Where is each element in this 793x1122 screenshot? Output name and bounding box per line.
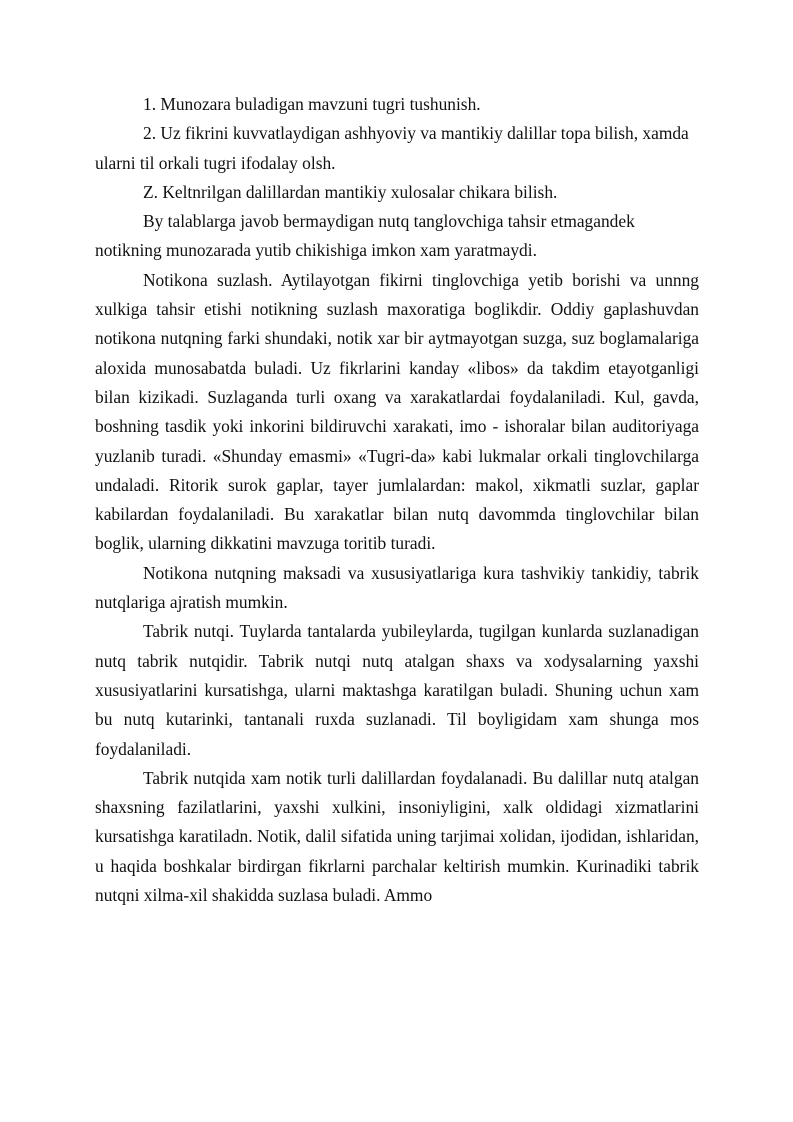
paragraph-requirement-2: 2. Uz fikrini kuvvatlaydigan ashhyoviy va mantikiy dalillar topa bilish, xamda ularni til orkali tugri ifodalay olsh. [95, 123, 689, 173]
paragraph-requirements-summary: By talablarga javob bermaydigan nutq tanglovchiga tahsir etmagandek notikning munozarada yutib chikishiga imkon xam yaratmaydi. [95, 211, 635, 261]
document-body [95, 90, 699, 910]
paragraph-congratulatory-evidence: Tabrik nutqida xam notik turli dalillardan foydalanadi. Bu dalillar nutq atalgan shaxsning fazilatlarini, yaxshi xulkini, insoniyligini, xalk oldidagi xizmatlarini kursatishga karatiladn. Notik, dalil sifatida uning tarjimai xolidan, ijodidan, ishlaridan, u haqida boshkalar birdirgan fikrlarni parchalar keltirish mumkin. Kurinadiki tabrik nutqni xilma-xil shakidda suzlasa buladi. Ammo [95, 767, 699, 906]
paragraph-requirement-1: 1. Munozara buladigan mavzuni tugri tushunish. [143, 94, 481, 114]
paragraph-requirement-3: Z. Keltnrilgan dalillardan mantikiy xulosalar chikara bilish. [143, 181, 558, 202]
paragraph-congratulatory-speech: Tabrik nutqi. Tuylarda tantalarda yubileylarda, tugilgan kunlarda suzlanadigan nutq tabrik nutqidir. Tabrik nutqi nutq atalgan shaxs va xodysalarning yaxshi xususiyatlarini kursatishga, ularni maktashga karatilgan buladi. Shuning uchun xam bu nutq kutarinki, tantanali ruxda suzlanadi. Til boyligidam xam shunga mos foydalaniladi. [95, 621, 699, 759]
paragraph-speech-types: Notikona nutqning maksadi va xususiyatlariga kura tashvikiy tankidiy, tabrik nutqlariga ajratish mumkin. [95, 562, 699, 613]
paragraph-oratorical-speaking: Notikona suzlash. Aytilayotgan fikirni tinglovchiga yetib borishi va unnng xulkiga tahsir etishi notikning suzlash maxoratiga boglikdir. Oddiy gaplashuvdan notikona nutqning farki shundaki, notik xar bir aytmayotgan suzga, suz boglamalariga aloxida munosabatda buladi. Uz fikrlarini kanday «libos» da takdim etayotganligi bilan kizikadi. Suzlaganda turli oxang va xarakatlardai foydalaniladi. Kul, gavda, boshning tasdik yoki inkorini bildiruvchi xarakati, imo - ishoralar bilan auditoriyaga yuzlanib turadi. «Shunday emasmi» «Tugri-da» kabi lukmalar orkali tinglovchilarga undaladi. Ritorik surok gaplar, tayer jumlalardan: makol, xikmatli suzlar, gaplar kabilardan foydalaniladi. Bu xarakatlar bilan nutq davommda tinglovchilar bilan boglik, ularning dikkatini mavzuga toritib turadi. [95, 269, 699, 554]
